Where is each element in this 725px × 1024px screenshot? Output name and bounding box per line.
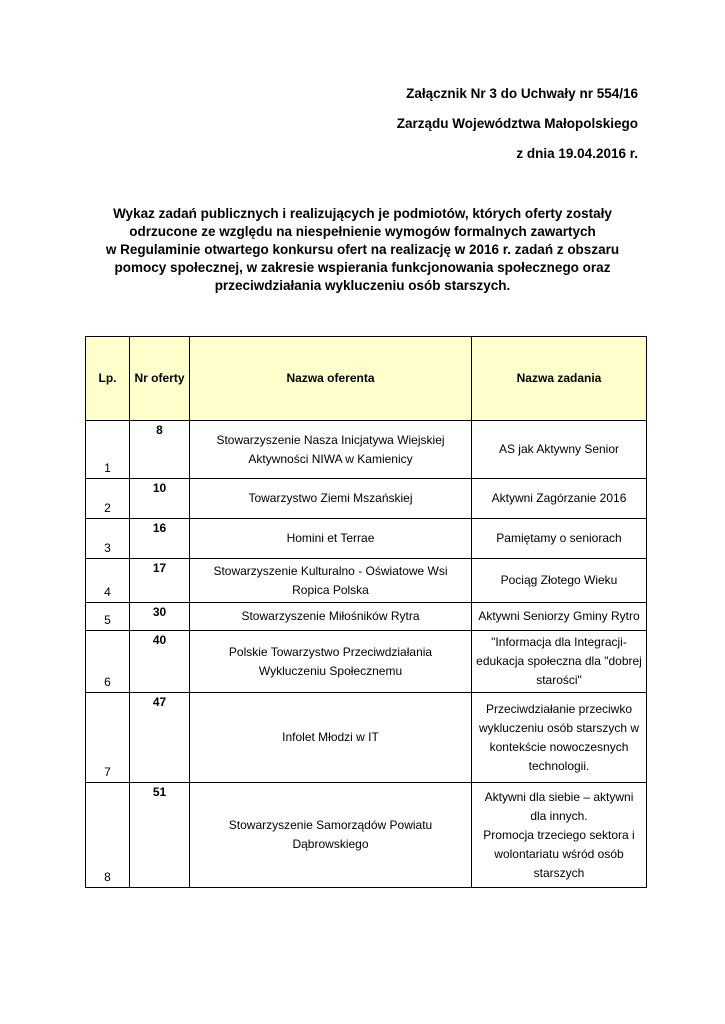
applicant-name-line: Polskie Towarzystwo Przeciwdziałania	[228, 644, 433, 659]
applicant-name	[190, 559, 472, 603]
row-number: 1	[86, 421, 130, 479]
table-row	[86, 783, 647, 888]
annex-reference: Załącznik Nr 3 do Uchwały nr 554/16	[406, 86, 638, 101]
offer-number: 40	[130, 631, 190, 693]
applicant-name-line: Dąbrowskiego	[292, 837, 369, 851]
applicant-name	[190, 421, 472, 479]
title-line: pomocy społecznej, w zakresie wspierania funkcjonowania społecznego oraz	[114, 260, 611, 275]
task-name-line: Aktywni Zagórzanie 2016	[491, 491, 627, 505]
row-number: 7	[86, 693, 130, 783]
table-row	[86, 479, 647, 519]
column-header-offer-number: Nr oferty	[130, 337, 190, 421]
column-header-lp: Lp.	[86, 337, 130, 421]
offer-number: 17	[130, 559, 190, 603]
table-row	[86, 603, 647, 631]
task-name-line: technologii.	[528, 758, 590, 773]
title-line: odrzucone ze względu na niespełnienie wymogów formalnych zawartych	[129, 224, 596, 239]
applicant-name	[190, 783, 472, 888]
applicant-name-line: Aktywności NIWA w Kamienicy	[248, 451, 413, 466]
task-name-line: starości"	[536, 673, 582, 687]
task-name	[472, 603, 647, 631]
table-row	[86, 631, 647, 693]
task-name-line: AS jak Aktywny Senior	[498, 442, 620, 456]
applicant-name-line: Stowarzyszenie Nasza Inicjatywa Wiejskiej	[216, 432, 445, 447]
offer-number: 47	[130, 693, 190, 783]
applicant-name	[190, 631, 472, 693]
task-name	[472, 631, 647, 693]
task-name	[472, 693, 647, 783]
applicant-name-line: Wykluczeniu Społecznemu	[258, 663, 403, 678]
column-header-applicant: Nazwa oferenta	[190, 337, 472, 421]
row-number: 2	[86, 479, 130, 519]
applicant-name-line: Homini et Terrae	[286, 531, 375, 545]
document-title	[90, 205, 635, 295]
title-line: Wykaz zadań publicznych i realizujących je podmiotów, których oferty zostały	[113, 206, 612, 221]
applicant-name-line: Ropica Polska	[292, 582, 369, 597]
task-name-line: Aktywni Seniorzy Gminy Rytro	[478, 609, 640, 623]
task-name	[472, 519, 647, 559]
task-name-line: "Informacja dla Integracji-	[491, 635, 627, 649]
table-header-row	[86, 337, 647, 421]
applicant-name-line: Stowarzyszenie Miłośników Rytra	[241, 609, 420, 623]
task-name	[472, 421, 647, 479]
task-name-line: wykluczeniu osób starszych w	[478, 720, 640, 735]
table-row	[86, 519, 647, 559]
offer-number: 51	[130, 783, 190, 888]
task-name-line: Przeciwdziałanie przeciwko	[485, 701, 633, 716]
task-name-line: Promocja trzeciego sektora i	[483, 827, 635, 842]
column-header-task: Nazwa zadania	[472, 337, 647, 421]
row-number: 6	[86, 631, 130, 693]
applicant-name	[190, 479, 472, 519]
applicant-name-line: Stowarzyszenie Samorządów Powiatu	[228, 818, 433, 832]
offer-number: 16	[130, 519, 190, 559]
row-number: 5	[86, 603, 130, 631]
offer-number: 30	[130, 603, 190, 631]
applicant-name-line: Towarzystwo Ziemi Mszańskiej	[248, 491, 413, 505]
offer-number: 8	[130, 421, 190, 479]
task-name-line: wolontariatu wśród osób	[494, 846, 624, 861]
task-name	[472, 559, 647, 603]
task-name-line: dla innych.	[530, 808, 588, 823]
task-name-line: edukacja społeczna dla "dobrej	[476, 654, 642, 668]
table-row	[86, 421, 647, 479]
title-line: przeciwdziałania wykluczeniu osób starszych.	[214, 278, 511, 293]
task-name-line: Pociąg Złotego Wieku	[500, 573, 618, 587]
task-name-line: Pamiętamy o seniorach	[496, 531, 622, 545]
offer-number: 10	[130, 479, 190, 519]
resolution-date: z dnia 19.04.2016 r.	[516, 146, 638, 161]
applicant-name	[190, 693, 472, 783]
row-number: 8	[86, 783, 130, 888]
task-name	[472, 479, 647, 519]
table-row	[86, 693, 647, 783]
task-name-line: kontekście nowoczesnych	[489, 739, 629, 754]
applicant-name-line: Infolet Młodzi w IT	[282, 730, 379, 744]
applicant-name	[190, 519, 472, 559]
table-row	[86, 559, 647, 603]
task-name-line: starszych	[533, 865, 585, 880]
task-name-line: Aktywni dla siebie – aktywni	[484, 789, 634, 804]
title-line: w Regulaminie otwartego konkursu ofert na realizację w 2016 r. zadań z obszaru	[105, 242, 620, 257]
applicant-name	[190, 603, 472, 631]
applicant-name-line: Stowarzyszenie Kulturalno - Oświatowe Wsi	[213, 563, 448, 578]
row-number: 4	[86, 559, 130, 603]
row-number: 3	[86, 519, 130, 559]
rejected-offers-table	[85, 336, 647, 888]
task-name	[472, 783, 647, 888]
issuing-body: Zarządu Województwa Małopolskiego	[396, 116, 638, 131]
